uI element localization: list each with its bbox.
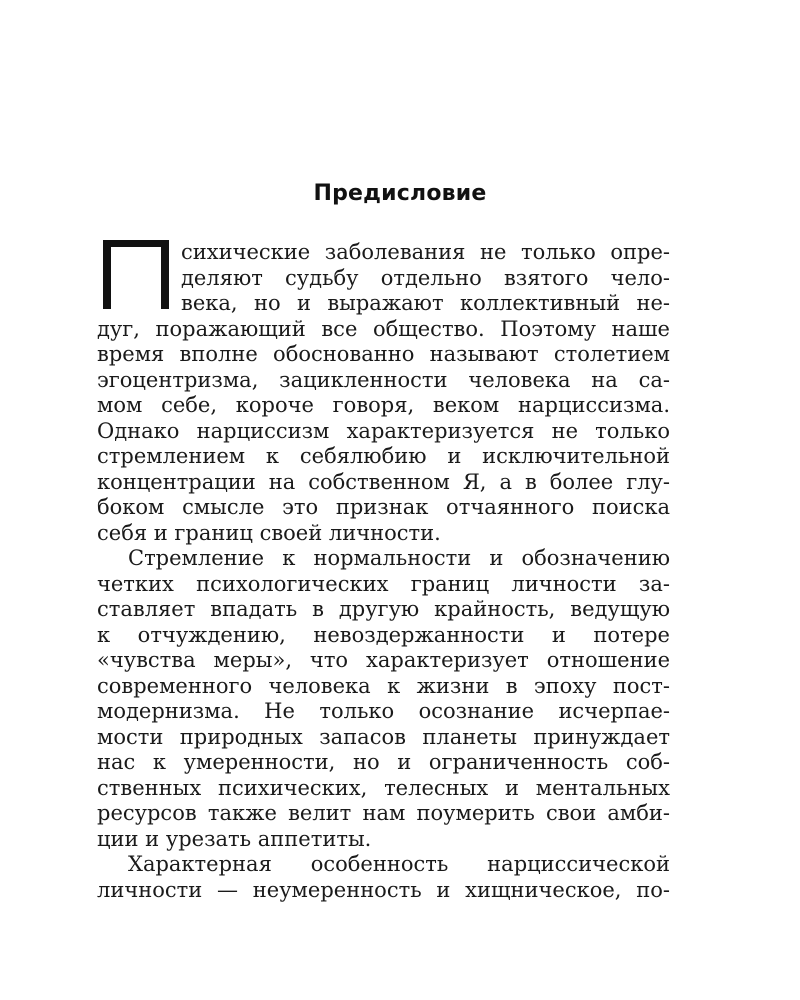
text-line: к отчуждению, невоздержанности и потере xyxy=(97,622,670,647)
text-line: Характерная особенность нарциссической xyxy=(128,852,670,876)
text-line: века, но и выражают коллективный не- xyxy=(181,291,670,315)
text-line: ресурсов также велит нам поумерить свои амби- xyxy=(97,801,670,825)
text-line: боком смысле это признак отчаянного поиска xyxy=(97,495,670,519)
text-line: современного человека к жизни в эпоху пост- xyxy=(97,673,670,698)
text-line: время вполне обоснованно называют столетием xyxy=(97,342,670,366)
text-line: деляют судьбу отдельно взятого чело- xyxy=(181,265,670,290)
paragraph xyxy=(97,546,670,852)
text-line: ции и урезать аппетиты. xyxy=(97,826,372,851)
paragraph xyxy=(97,852,670,903)
text-line: дуг, поражающий все общество. Поэтому наше xyxy=(97,316,670,341)
text-line: сихические заболевания не только опре- xyxy=(181,240,670,264)
text-line: модернизма. Не только осознание исчерпае- xyxy=(97,699,670,723)
text-line: «чувства меры», что характеризует отношение xyxy=(97,648,670,672)
text-line: стремлением к себялюбию и исключительной xyxy=(97,444,670,468)
drop-cap-letter xyxy=(103,240,169,309)
text-line: мом себе, короче говоря, веком нарциссизма. xyxy=(97,393,670,417)
text-line: мости природных запасов планеты принуждает xyxy=(97,724,670,749)
chapter-heading: Предисловие xyxy=(313,181,487,206)
text-line: эгоцентризма, зацикленности человека на са- xyxy=(97,367,670,392)
text-line: Однако нарциссизм характеризуется не только xyxy=(97,418,670,443)
text-line: себя и границ своей личности. xyxy=(97,520,441,545)
paragraph xyxy=(97,240,670,546)
text-line: нас к умеренности, но и ограниченность соб- xyxy=(97,750,670,774)
text-line: ственных психических, телесных и ментальных xyxy=(97,775,670,800)
text-line: личности — неумеренность и хищническое, по- xyxy=(97,877,670,902)
chapter-body xyxy=(97,240,670,903)
text-line: ставляет впадать в другую крайность, ведущую xyxy=(97,597,670,621)
text-line: четких психологических границ личности за- xyxy=(97,571,670,596)
text-line: Стремление к нормальности и обозначению xyxy=(128,546,670,570)
text-line: концентрации на собственном Я, а в более глу- xyxy=(97,469,670,494)
